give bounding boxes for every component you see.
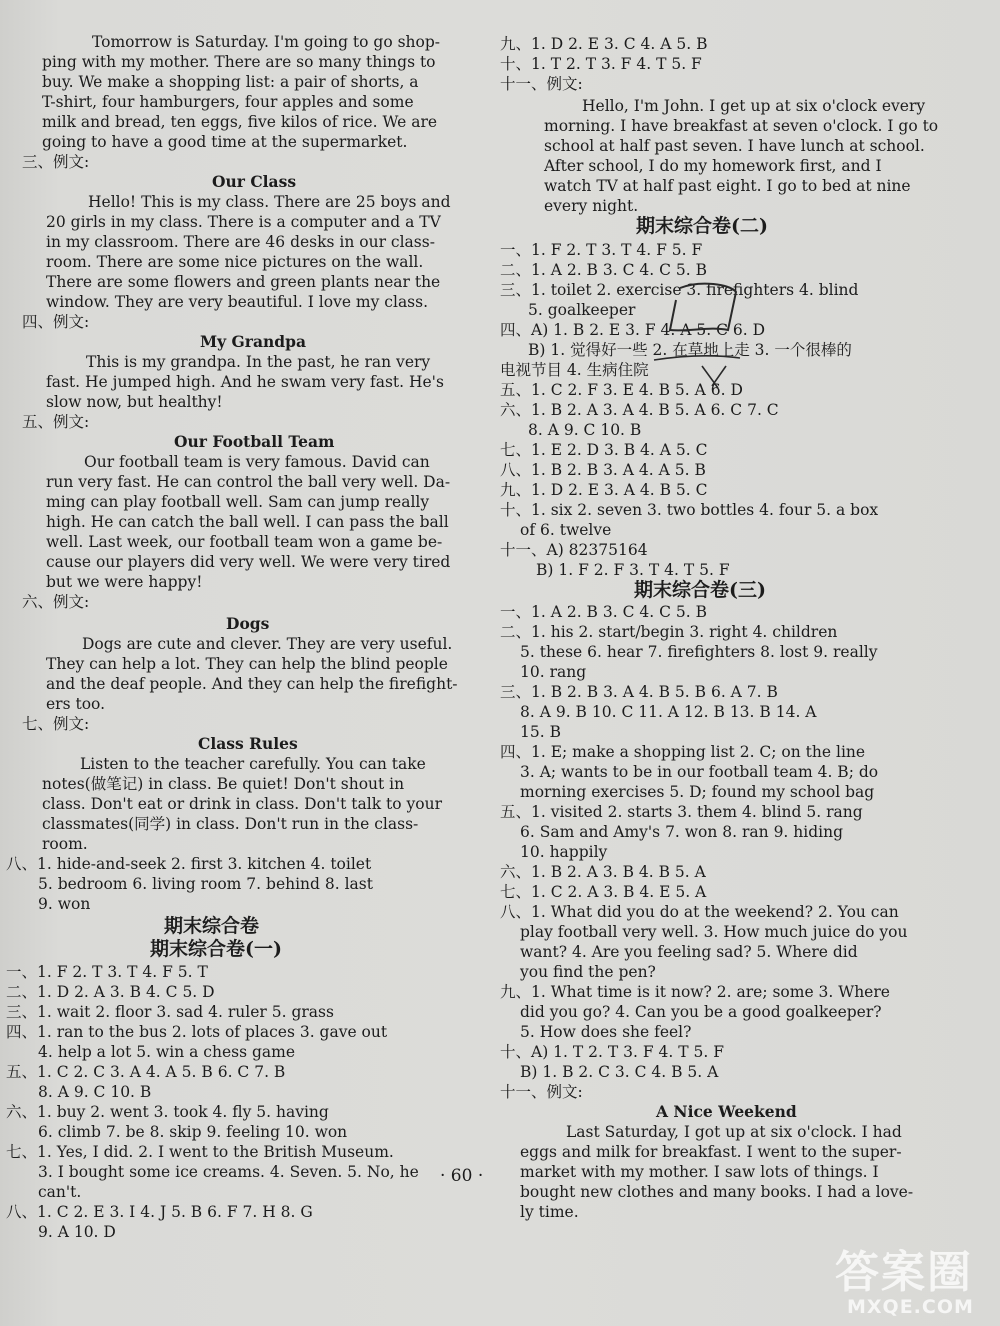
text-line: school at half past seven. I have lunch at school. [544, 137, 925, 155]
text-line: milk and bread, ten eggs, five kilos of rice. We are [42, 113, 438, 131]
section-title: 期末综合卷(二) [636, 215, 768, 237]
text-line: 10. rang [520, 663, 587, 681]
text-line: 二、1. D 2. A 3. B 4. C 5. D [6, 983, 215, 1001]
text-line: ping with my mother. There are so many things to [42, 53, 436, 71]
text-line: 9. A 10. D [38, 1223, 116, 1241]
text-line: 5. goalkeeper [528, 301, 636, 319]
text-line: 6. climb 7. be 8. skip 9. feeling 10. won [38, 1123, 348, 1141]
text-line: slow now, but healthy! [46, 393, 223, 411]
text-line: 八、1. C 2. E 3. I 4. J 5. B 6. F 7. H 8. G [6, 1203, 313, 1221]
text-line: morning. I have breakfast at seven o'clock. I go to [544, 117, 939, 135]
text-line: 十、1. six 2. seven 3. two bottles 4. four 5. a box [500, 501, 879, 519]
section-title: 期末综合卷(三) [634, 579, 766, 601]
text-line: run very fast. He can control the ball very well. Da- [46, 473, 451, 491]
text-line: 八、1. What did you do at the weekend? 2. You can [500, 903, 899, 921]
text-line: 二、1. his 2. start/begin 3. right 4. children [500, 623, 838, 641]
text-line: fast. He jumped high. And he swam very fast. He's [46, 373, 444, 391]
section-title: Our Football Team [174, 432, 335, 451]
text-line: 九、1. D 2. E 3. C 4. A 5. B [500, 35, 708, 53]
text-line: watch TV at half past eight. I go to bed at nine [544, 177, 911, 195]
text-line: 三、例文: [22, 153, 90, 171]
text-line: 三、1. toilet 2. exercise 3. firefighters 4. blind [500, 281, 859, 299]
text-line: cause our players did very well. We were very tired [46, 553, 451, 571]
text-line: 15. B [520, 723, 561, 741]
text-line: 五、1. visited 2. starts 3. them 4. blind 5. rang [500, 803, 863, 821]
text-line: T-shirt, four hamburgers, four apples and some [42, 93, 414, 111]
text-line: of 6. twelve [520, 521, 612, 539]
text-line: can't. [38, 1183, 82, 1201]
text-line: 20 girls in my class. There is a computer and a TV [46, 213, 441, 231]
text-line: B) 1. F 2. F 3. T 4. T 5. F [536, 561, 730, 579]
text-line: ly time. [520, 1203, 579, 1221]
text-line: in my classroom. There are 46 desks in our class- [46, 233, 435, 251]
text-line: 八、1. hide-and-seek 2. first 3. kitchen 4. toilet [6, 855, 372, 873]
text-line: high. He can catch the ball well. I can pass the ball [46, 513, 449, 531]
text-line: 4. help a lot 5. win a chess game [38, 1043, 296, 1061]
text-line: 一、1. F 2. T 3. T 4. F 5. F [500, 241, 703, 259]
text-line: 六、例文: [22, 593, 90, 611]
text-line: play football very well. 3. How much juice do you [520, 923, 908, 941]
text-line: window. They are very beautiful. I love my class. [46, 293, 429, 311]
text-line: 四、1. E; make a shopping list 2. C; on the line [500, 743, 866, 761]
text-line: Tomorrow is Saturday. I'm going to go shop- [92, 33, 441, 51]
text-line: going to have a good time at the supermarket. [42, 133, 408, 151]
text-line: 3. A; wants to be in our football team 4. B; do [520, 763, 879, 781]
text-line: 3. I bought some ice creams. 4. Seven. 5. No, he [38, 1163, 419, 1181]
text-line: Dogs are cute and clever. They are very useful. [82, 635, 453, 653]
page-number: · 60 · [440, 1166, 484, 1186]
text-line: ming can play football well. Sam can jump really [46, 493, 430, 511]
text-line: 四、A) 1. B 2. E 3. F 4. A 5. C 6. D [500, 321, 766, 339]
text-line: 十一、例文: [500, 75, 583, 93]
text-line: 六、1. buy 2. went 3. took 4. fly 5. having [6, 1103, 329, 1121]
text-line: B) 1. 觉得好一些 2. 在草地上走 3. 一个很棒的 [528, 341, 852, 359]
text-line: 8. A 9. C 10. B [38, 1083, 152, 1101]
text-line: classmates(同学) in class. Don't run in the class- [42, 815, 419, 833]
text-line: did you go? 4. Can you be a good goalkeeper? [520, 1003, 882, 1021]
text-line: 八、1. B 2. B 3. A 4. A 5. B [500, 461, 706, 479]
text-line: every night. [544, 197, 639, 215]
text-line: 七、1. Yes, I did. 2. I went to the British Museum. [6, 1143, 394, 1161]
text-line: 8. A 9. B 10. C 11. A 12. B 13. B 14. A [520, 703, 817, 721]
text-line: B) 1. B 2. C 3. C 4. B 5. A [520, 1063, 719, 1081]
text-line: 二、1. A 2. B 3. C 4. C 5. B [500, 261, 707, 279]
handwritten-scribble [640, 270, 750, 390]
text-line: and the deaf people. And they can help the firefight- [46, 675, 458, 693]
text-line: Hello, I'm John. I get up at six o'clock every [582, 97, 926, 115]
text-line: 九、1. What time is it now? 2. are; some 3. Where [500, 983, 890, 1001]
text-line: 七、1. E 2. D 3. B 4. A 5. C [500, 441, 708, 459]
watermark [835, 1232, 995, 1326]
text-line: class. Don't eat or drink in class. Don't talk to your [42, 795, 443, 813]
text-line: want? 4. Are you feeling sad? 5. Where did [520, 943, 858, 961]
text-line: Listen to the teacher carefully. You can take [80, 755, 426, 773]
section-title: 期末综合卷(一) [150, 938, 282, 960]
text-line: 七、例文: [22, 715, 90, 733]
text-line: room. [42, 835, 88, 853]
section-title: Dogs [226, 614, 270, 633]
text-line: bought new clothes and many books. I had a love- [520, 1183, 914, 1201]
text-line: 九、1. D 2. E 3. A 4. B 5. C [500, 481, 708, 499]
text-line: 五、1. C 2. F 3. E 4. B 5. A 6. D [500, 381, 743, 399]
watermark-cn: 答案圈 [835, 1247, 973, 1298]
text-line: 8. A 9. C 10. B [528, 421, 642, 439]
text-line: 一、1. F 2. T 3. T 4. F 5. T [6, 963, 208, 981]
text-line: eggs and milk for breakfast. I went to the super- [520, 1143, 902, 1161]
text-line: This is my grandpa. In the past, he ran very [86, 353, 431, 371]
text-line: 10. happily [520, 843, 608, 861]
text-line: 五、1. C 2. C 3. A 4. A 5. B 6. C 7. B [6, 1063, 286, 1081]
text-line: 十、1. T 2. T 3. F 4. T 5. F [500, 55, 702, 73]
text-line: 五、例文: [22, 413, 90, 431]
text-line: 5. bedroom 6. living room 7. behind 8. last [38, 875, 373, 893]
text-line: morning exercises 5. D; found my school bag [520, 783, 875, 801]
text-line: but we were happy! [46, 573, 203, 591]
text-line: There are some flowers and green plants near the [46, 273, 441, 291]
text-line: 七、1. C 2. A 3. B 4. E 5. A [500, 883, 707, 901]
text-line: 四、例文: [22, 313, 90, 331]
watermark-en: MXQE.COM [847, 1296, 974, 1318]
section-title: Class Rules [198, 734, 298, 753]
text-line: Hello! This is my class. There are 25 boys and [88, 193, 451, 211]
section-title: My Grandpa [200, 332, 306, 351]
text-line: 十一、例文: [500, 1083, 583, 1101]
text-line: ers too. [46, 695, 106, 713]
text-line: 5. these 6. hear 7. firefighters 8. lost 9. really [520, 643, 878, 661]
text-line: 三、1. B 2. B 3. A 4. B 5. B 6. A 7. B [500, 683, 778, 701]
text-line: Our football team is very famous. David can [84, 453, 430, 471]
text-line: well. Last week, our football team won a game be- [46, 533, 443, 551]
text-line: 六、1. B 2. A 3. A 4. B 5. A 6. C 7. C [500, 401, 779, 419]
section-title: A Nice Weekend [656, 1102, 797, 1121]
text-line: 5. How does she feel? [520, 1023, 692, 1041]
section-title: 期末综合卷 [164, 915, 260, 937]
text-line: 电视节目 4. 生病住院 [500, 361, 649, 379]
text-line: Last Saturday, I got up at six o'clock. I had [566, 1123, 902, 1141]
section-title: Our Class [212, 172, 297, 191]
text-line: 一、1. A 2. B 3. C 4. C 5. B [500, 603, 707, 621]
text-line: 6. Sam and Amy's 7. won 8. ran 9. hiding [520, 823, 844, 841]
text-line: 六、1. B 2. A 3. B 4. B 5. A [500, 863, 706, 881]
text-line: room. There are some nice pictures on the wall. [46, 253, 424, 271]
text-line: After school, I do my homework first, and I [544, 157, 882, 175]
text-line: 十、A) 1. T 2. T 3. F 4. T 5. F [500, 1043, 724, 1061]
text-line: notes(做笔记) in class. Be quiet! Don't shout in [42, 775, 405, 793]
text-line: They can help a lot. They can help the blind people [46, 655, 448, 673]
text-line: 9. won [38, 895, 91, 913]
text-line: market with my mother. I saw lots of things. I [520, 1163, 879, 1181]
text-line: 三、1. wait 2. floor 3. sad 4. ruler 5. grass [6, 1003, 334, 1021]
text-line: you find the pen? [520, 963, 656, 981]
text-line: buy. We make a shopping list: a pair of shorts, a [42, 73, 419, 91]
text-line: 十一、A) 82375164 [500, 541, 648, 559]
text-line: 四、1. ran to the bus 2. lots of places 3. gave out [6, 1023, 388, 1041]
